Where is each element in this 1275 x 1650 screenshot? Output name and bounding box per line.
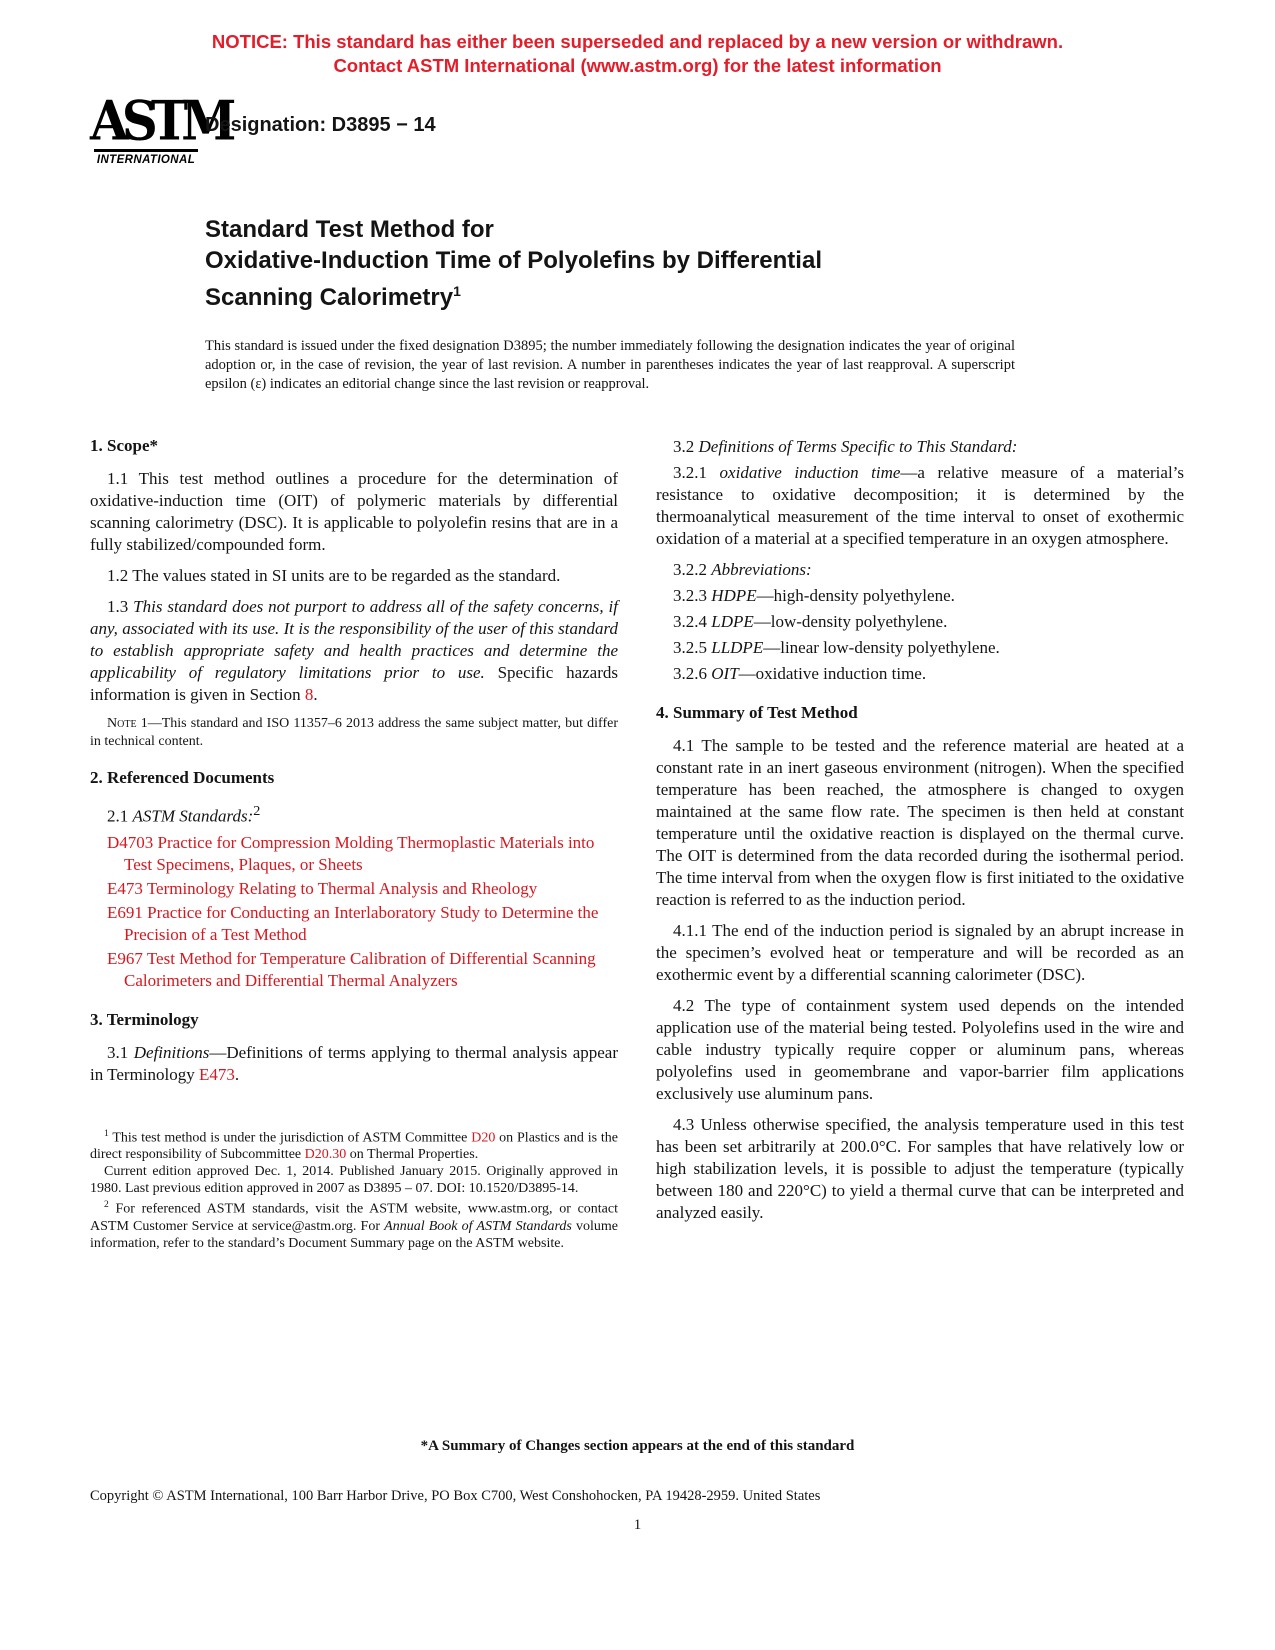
paragraph-4-2: 4.2 The type of containment system used depends on the intended application use of the material being tested. Polyolefins used in the wire and cable industry typically require copper or aluminum pans, whereas polyolefins used in geomembrane and vapor-barrier film applications exclusively use aluminum pans.: [656, 996, 1184, 1103]
paragraph-2-1: 2.1 ASTM Standards:$^2$: [107, 803, 261, 826]
paragraph-3-2-5: 3.2.5 LLDPE—linear low-density polyethylene.: [673, 638, 1000, 657]
footnote-1-edition: Current edition approved Dec. 1, 2014. Published January 2015. Originally approved in 1980. Last previous edition approved in 2007 as D3895 – 07. DOI: 10.1520/D3895-14.: [90, 1164, 618, 1197]
summary-of-changes-note: *A Summary of Changes section appears at the end of this standard: [420, 1438, 855, 1454]
left-column: [90, 436, 618, 1252]
section-heading-referenced-documents: 2. Referenced Documents: [90, 768, 275, 787]
title-footnote-ref: 1: [453, 283, 461, 299]
superseded-notice: [0, 0, 1275, 78]
paragraph-4-1: 4.1 The sample to be tested and the reference material are heated at a constant rate in an inert gaseous environment (nitrogen). When the specified temperature has been reached, the atmosphere is changed to oxygen maintained at the same flow rate. The specimen is then held at constant temperature until the oxidative reaction is displayed on the thermal curve. The OIT is determined from the data recorded during the isothermal period. The time interval from when the oxygen flow is first initiated to the oxidative reaction is referred to as the induction period.: [656, 736, 1184, 909]
e473-inline-link[interactable]: E473: [199, 1064, 235, 1084]
paragraph-3-2-3: 3.2.3 HDPE—high-density polyethylene.: [673, 586, 955, 605]
right-column: [656, 436, 1184, 1252]
paragraph-3-1: 3.1 Definitions—Definitions of terms applying to thermal analysis appear in Terminology E473.: [90, 1042, 619, 1084]
body-columns: [90, 436, 1185, 1252]
reference-link-e691[interactable]: E691 Practice for Conducting an Interlaboratory Study to Determine the Precision of a Test Method: [107, 902, 599, 944]
astm-logo-text: ASTM: [90, 88, 230, 153]
copyright-line: Copyright © ASTM International, 100 Barr Harbor Drive, PO Box C700, West Conshohocken, PA 19428-2959. United States: [90, 1488, 821, 1504]
footnotes: [90, 1126, 618, 1252]
astm-logo: [90, 88, 230, 166]
paragraph-1-3: 1.3 This standard does not purport to address all of the safety concerns, if any, associated with its use. It is the responsibility of the user of this standard to establish appropriate safety and health practices and determine the applicability of regulatory limitations prior to use. Specific hazards information is given in Section 8.: [90, 597, 618, 704]
footnote-2: $^2$ For referenced ASTM standards, visit the ASTM website, www.astm.org, or contact ASTM Customer Service at service@astm.org. For Annual Book of ASTM Standards volume information, refer to the standard’s Document Summary page on the ASTM website.: [90, 1200, 618, 1251]
page-title: [205, 214, 1035, 313]
section-8-link[interactable]: 8: [304, 685, 314, 704]
document-header: [90, 88, 1185, 206]
note-label: Note 1: [107, 716, 148, 731]
issuance-statement: This standard is issued under the fixed designation D3895; the number immediately following the designation indicates the year of original adoption or, in the case of revision, the year of last revision. A number in parentheses indicates the year of last reapproval. A superscript epsilon (ε) indicates an editorial change since the last revision or reapproval.: [205, 338, 1015, 392]
paragraph-3-2-1: 3.2.1 oxidative induction time—a relative measure of a material’s resistance to oxidative decomposition; it is determined by the thermoanalytical measurement of the time interval to onset of exothermic oxidation of a material at a specified temperature in an oxygen atmosphere.: [656, 463, 1185, 548]
d20-30-link[interactable]: D20.30: [304, 1147, 347, 1163]
section-heading-summary: 4. Summary of Test Method: [656, 703, 858, 722]
paragraph-4-1-1: 4.1.1 The end of the induction period is signaled by an abrupt increase in the specimen’s evolved heat or temperature and will be recorded as an exothermic event by a differential scanning calorimeter (DSC).: [656, 921, 1184, 984]
section-heading-scope: 1. Scope*: [90, 436, 158, 455]
paragraph-4-3: 4.3 Unless otherwise specified, the analysis temperature used in this test has been set arbitrarily at 200.0°C. For samples that have relatively low or high stabilization levels, it is possible to adjust the temperature (typically between 180 and 220°C) to yield a thermal curve that can be interpreted and analyzed easily.: [656, 1115, 1184, 1222]
section-heading-terminology: 3. Terminology: [90, 1009, 199, 1029]
title-block: [205, 214, 1035, 394]
paragraph-3-2-6: 3.2.6 OIT—oxidative induction time.: [673, 664, 927, 683]
paragraph-3-2: 3.2 Definitions of Terms Specific to This Standard:: [673, 437, 1018, 456]
paragraph-3-2-4: 3.2.4 LDPE—low-density polyethylene.: [673, 612, 948, 631]
reference-link-d4703[interactable]: D4703 Practice for Compression Molding Thermoplastic Materials into Test Specimens, Plaques, or Sheets: [107, 832, 595, 874]
paragraph-1-1: 1.1 This test method outlines a procedure for the determination of oxidative-induction time (OIT) of polymeric materials by differential scanning calorimetry (DSC). It is applicable to polyolefin resins that are in a fully stabilized/compounded form.: [90, 469, 618, 554]
reference-link-e967[interactable]: E967 Test Method for Temperature Calibration of Differential Scanning Calorimeters and Differential Thermal Analyzers: [107, 948, 596, 990]
d20-link[interactable]: D20: [471, 1130, 496, 1146]
title-line-3: Scanning Calorimetry: [205, 284, 454, 311]
astm-logo-international: INTERNATIONAL: [96, 154, 196, 166]
note-1: Note 1—This standard and ISO 11357–6 2013 address the same subject matter, but differ in technical content.: [90, 716, 618, 749]
page-number: 1: [633, 1517, 642, 1533]
paragraph-1-2: 1.2 The values stated in SI units are to be regarded as the standard.: [107, 566, 561, 585]
paragraph-3-2-2: 3.2.2 Abbreviations:: [673, 560, 812, 579]
title-line-1: Standard Test Method for: [205, 216, 494, 243]
notice-line-1: NOTICE: This standard has either been superseded and replaced by a new version or withdrawn.: [211, 31, 1064, 52]
reference-link-e473[interactable]: E473 Terminology Relating to Thermal Analysis and Rheology: [107, 878, 538, 898]
designation-label: Designation: D3895 − 14: [205, 114, 436, 136]
notice-line-2: Contact ASTM International (www.astm.org) for the latest information: [333, 55, 942, 76]
footnote-1: $^1$ This test method is under the jurisdiction of ASTM Committee D20 on Plastics and is the direct responsibility of Subcommittee D20.30 on Thermal Properties.: [90, 1128, 618, 1163]
title-line-2: Oxidative-Induction Time of Polyolefins by Differential: [205, 247, 822, 274]
